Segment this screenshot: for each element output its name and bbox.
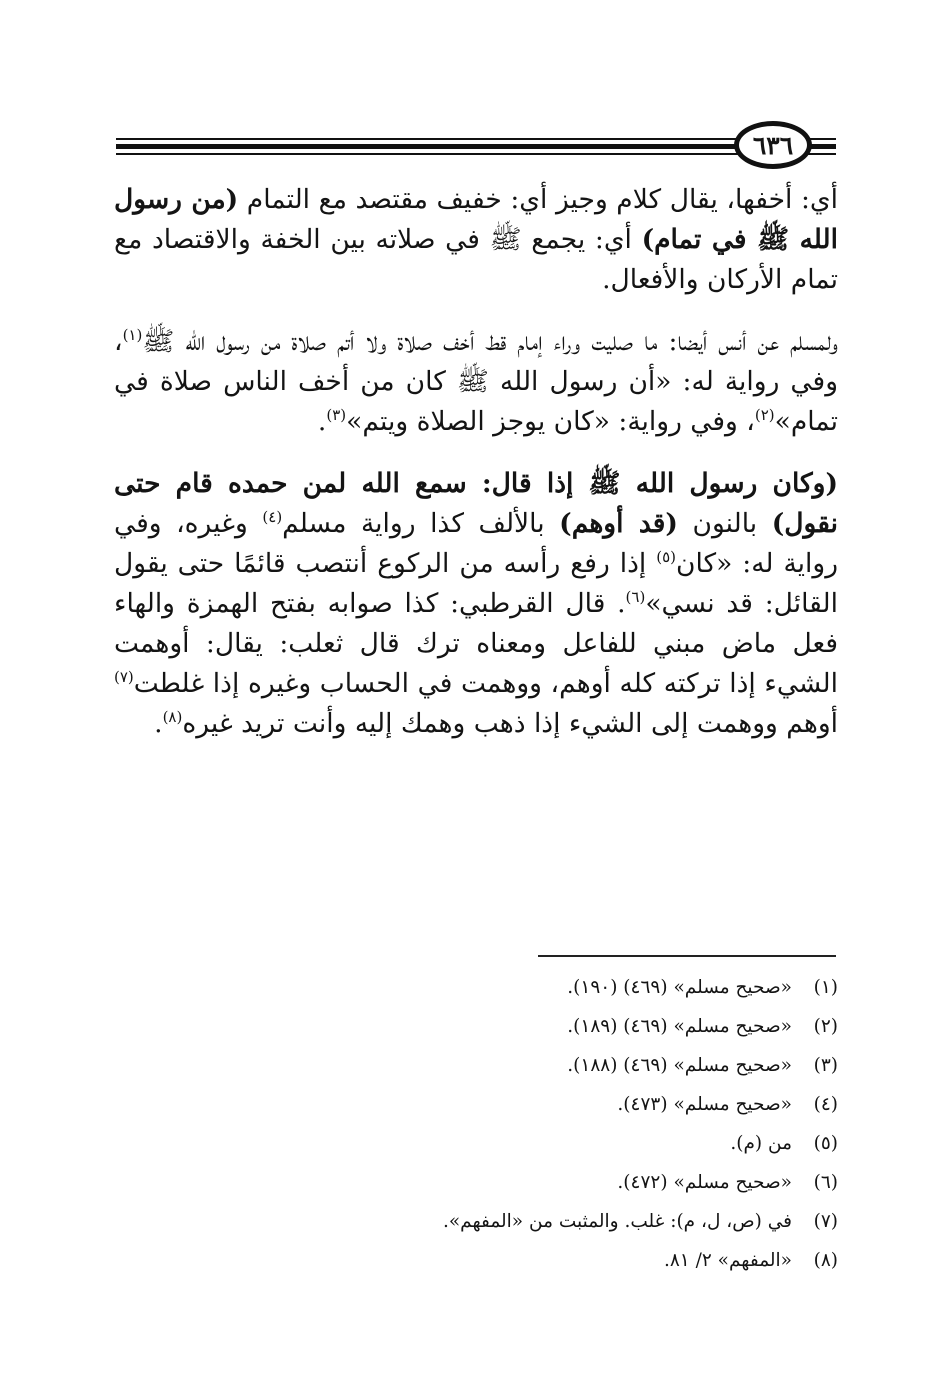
paragraph-2 [114, 322, 838, 442]
page-number: ٦٣٦ [752, 130, 794, 160]
text-segment: . [317, 406, 327, 437]
text-segment: ولمسلم عن أنس أيضا: ما صليت وراء إمام قط أخف صلاة ولا أتم صلاة من رسول الله ﷺ [142, 326, 838, 357]
footnote-number: (٤) [813, 1094, 838, 1115]
page-number-frame [734, 121, 812, 169]
header-rule-middle [116, 144, 836, 149]
footnote-marker: (٨) [162, 708, 183, 726]
header-rule-top [116, 138, 836, 140]
footnote-text: «المفهم» ٢/ ٨١. [663, 1250, 792, 1271]
footnote-text: «صحيح مسلم» (٤٦٩) (١٨٨). [567, 1055, 792, 1076]
footnote-marker: (٦) [625, 588, 646, 606]
paragraph-3 [114, 464, 838, 744]
text-segment: أوهم ووهمت إلى الشيء إذا ذهب وهمك إليه وأنت تريد غيره [182, 708, 838, 739]
footnote-marker: (٣) [326, 406, 347, 424]
text-segment: وغيره، وفي رواية له: «كان [114, 508, 838, 579]
footnote-4 [118, 1085, 838, 1124]
bold-text-segment: (وكان رسول الله ﷺ إذا قال: سمع الله لمن حمده قام حتى نقول) [114, 468, 839, 539]
footnote-text: «صحيح مسلم» (٤٧٣). [617, 1094, 792, 1115]
main-text [114, 180, 838, 744]
footnote-number: (٣) [813, 1055, 838, 1076]
footnote-2 [118, 1007, 838, 1046]
footnote-marker: (٧) [114, 668, 134, 686]
text-segment: أي: أخفها، يقال كلام وجيز أي: خفيف مقتصد مع التمام [238, 184, 838, 215]
footnote-text: من (م). [730, 1133, 792, 1154]
footnote-separator [538, 955, 836, 957]
footnote-marker: (٤) [262, 508, 283, 526]
footnote-marker: (٥) [656, 548, 676, 566]
text-segment: . قال القرطبي: كذا صوابه بفتح الهمزة والهاء فعل ماض مبني للفاعل ومعناه ترك قال ثعلب: يقال: أوهمت الشيء إذا تركته كله أوهم، ووهمت في الحساب وغيره إذا غلطت [114, 588, 838, 699]
footnote-3 [118, 1046, 838, 1085]
bold-text-segment: (قد أوهم) [559, 508, 678, 539]
text-segment: ، وفي رواية له: «أن رسول الله ﷺ كان من أخف الناس صلاة في تمام» [114, 326, 838, 437]
text-segment: ، وفي رواية: «كان يوجز الصلاة ويتم» [346, 406, 755, 437]
text-segment: بالألف كذا رواية مسلم [282, 508, 560, 539]
bold-text-segment: (من رسول الله ﷺ في تمام) [114, 184, 838, 255]
footnote-number: (١) [813, 977, 838, 998]
footnote-number: (٦) [813, 1172, 838, 1193]
footnote-text: في (ص، ل، م): غلب. والمثبت من «المفهم». [442, 1211, 792, 1232]
footnote-text: «صحيح مسلم» (٤٦٩) (١٨٩). [567, 1016, 792, 1037]
text-segment: بالنون [677, 508, 772, 539]
footnote-number: (٥) [813, 1133, 838, 1154]
footnote-6 [118, 1163, 838, 1202]
footnote-7 [118, 1202, 838, 1241]
header-rule-bottom [116, 153, 836, 155]
footnotes-list [118, 968, 838, 1280]
footnote-1 [118, 968, 838, 1007]
footnote-number: (٢) [813, 1016, 838, 1037]
text-segment: . [154, 708, 163, 739]
page-header [116, 118, 838, 174]
footnote-text: «صحيح مسلم» (٤٧٢). [617, 1172, 792, 1193]
paragraph-1 [114, 180, 838, 300]
footnote-number: (٨) [813, 1250, 838, 1271]
footnote-marker: (١) [122, 326, 143, 344]
footnote-number: (٧) [813, 1211, 838, 1232]
footnote-marker: (٢) [754, 406, 775, 424]
text-segment: أي: يجمع ﷺ في صلاته بين الخفة والاقتصاد مع تمام الأركان والأفعال. [114, 224, 838, 295]
footnote-8 [118, 1241, 838, 1280]
text-segment: إذا رفع رأسه من الركوع أنتصب قائمًا حتى يقول القائل: قد نسي» [114, 548, 838, 619]
footnote-5 [118, 1124, 838, 1163]
footnote-text: «صحيح مسلم» (٤٦٩) (١٩٠). [567, 977, 792, 998]
